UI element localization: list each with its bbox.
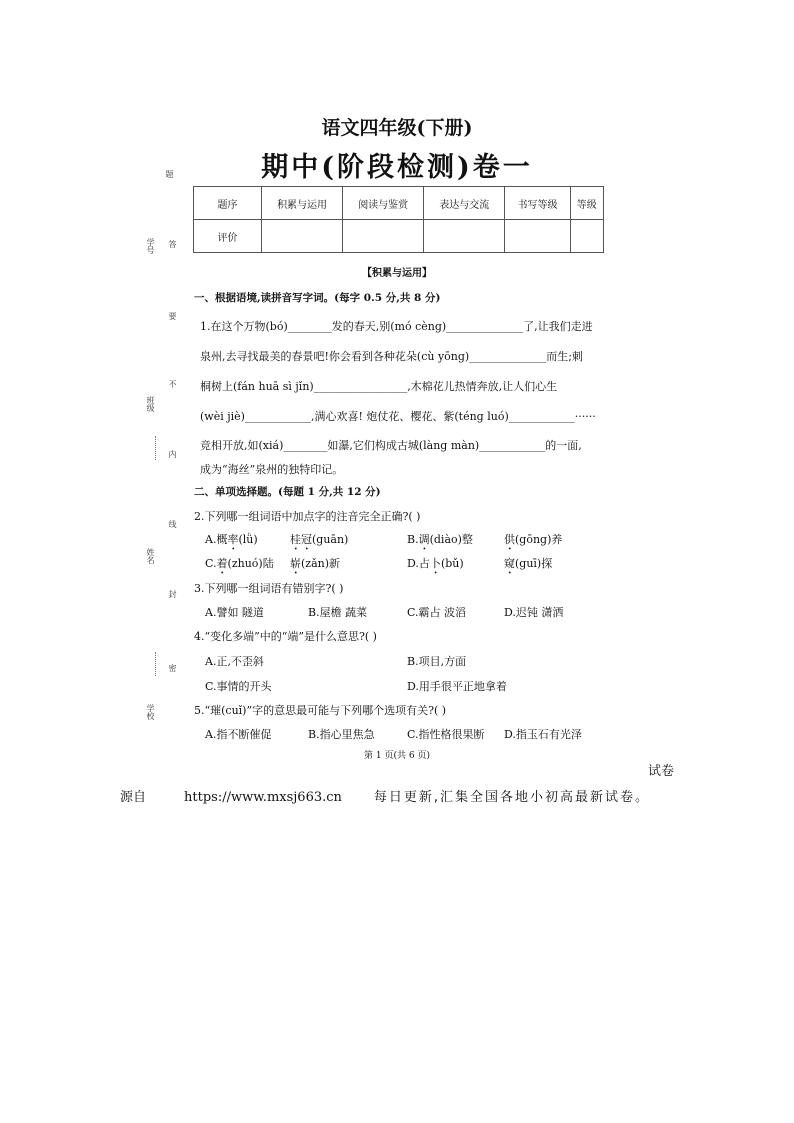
option-c: C.着(zhuó)陆 xyxy=(205,557,274,570)
option-a: A.譬如 隧道 xyxy=(205,606,264,619)
table-header-cell: 等级 xyxy=(570,187,603,220)
passage-line: 桐树上(fán huā sì jǐn)_________________,木棉花儿热情奔放,让人们心生 xyxy=(200,380,558,393)
source-url-link[interactable]: https://www.mxsj663.cn xyxy=(184,790,342,805)
margin-label-mi: 密 xyxy=(168,664,177,672)
passage-line: 泉州,去寻找最美的春景吧!你会看到各种花朵(cù yōng)______________而生;刺 xyxy=(200,350,583,363)
option-d: D.用手很平正地拿着 xyxy=(407,680,507,693)
margin-label-name: 姓名 xyxy=(146,548,155,564)
option-c: C.指性格很果断 xyxy=(407,728,485,741)
source-message: 每日更新,汇集全国各地小初高最新试卷。 xyxy=(373,790,651,805)
option-a: A.概率(lǜ) xyxy=(205,533,258,546)
source-label: 源自 xyxy=(120,790,147,805)
option-b: B.项目,方面 xyxy=(407,655,467,668)
part2-heading: 二、单项选择题。(每题 1 分,共 12 分) xyxy=(194,486,381,498)
exam-title-grade: 语文四年级(下册) xyxy=(321,117,473,139)
question-4: 4.“变化多端”中的“端”是什么意思?( ) xyxy=(194,630,377,643)
table-header-cell: 题序 xyxy=(194,187,262,220)
margin-label-nei: 内 xyxy=(168,450,177,458)
margin-label-yao: 要 xyxy=(168,312,177,320)
source-line xyxy=(120,786,650,805)
watermark-label: 试卷 xyxy=(647,764,674,779)
option-b: B.屋檐 蔬菜 xyxy=(308,606,368,619)
option-d: D.占卜(bǔ) xyxy=(407,557,464,570)
margin-label-bu: 不 xyxy=(168,380,177,388)
passage-line: 成为“海丝”泉州的独特印记。 xyxy=(200,463,344,476)
table-row-label: 评价 xyxy=(194,220,262,253)
option-c: C.霸占 波滔 xyxy=(407,606,467,619)
question-3: 3.下列哪一组词语有错别字?( ) xyxy=(194,582,344,595)
passage-line: 1.在这个万物(bó)________发的春天,别(mó cèng)______________了,让我们走进 xyxy=(200,320,593,333)
margin-label-class: 班级 xyxy=(146,396,155,412)
table-header-cell: 表达与交流 xyxy=(424,187,505,220)
table-cell xyxy=(262,220,343,253)
table-cell xyxy=(505,220,570,253)
table-cell xyxy=(343,220,424,253)
table-row xyxy=(194,187,604,220)
option-b: B.指心里焦急 xyxy=(308,728,375,741)
question-2: 2.下列哪一组词语中加点字的注音完全正确?( ) xyxy=(194,510,421,523)
margin-dotted-line xyxy=(155,436,157,460)
margin-label-xian: 线 xyxy=(168,520,177,528)
option-b: B.调(diào)整 xyxy=(407,533,473,546)
page-number: 第 1 页(共 6 页) xyxy=(364,751,430,761)
margin-label-student-id: 学号 xyxy=(146,238,155,254)
question-5: 5.“璀(cuǐ)”字的意思最可能与下列哪个选项有关?( ) xyxy=(194,704,447,717)
table-cell xyxy=(570,220,603,253)
table-row xyxy=(194,220,604,253)
margin-label-feng: 封 xyxy=(168,590,177,598)
exam-title-type: 期中(阶段检测)卷一 xyxy=(261,152,533,183)
option-c-word2: 崭(zǎn)新 xyxy=(290,557,341,570)
option-d: D.迟钝 潇洒 xyxy=(504,606,564,619)
option-d: D.指玉石有光泽 xyxy=(504,728,582,741)
passage-line: (wèi jiè)____________,满心欢喜! 炮仗花、樱花、紫(téng luó)____________······ xyxy=(200,410,596,423)
margin-label-ti: 题 xyxy=(165,170,174,178)
part1-heading: 一、根据语境,读拼音写字词。(每字 0.5 分,共 8 分) xyxy=(194,292,441,304)
option-d-word2: 窥(guī)探 xyxy=(504,557,553,570)
option-c: C.事情的开头 xyxy=(205,680,272,693)
passage-line: 竞相开放,如(xiá)________如瀑,它们构成古城(làng màn)____________的一面, xyxy=(200,439,582,452)
score-table xyxy=(193,186,604,253)
margin-label-da: 答 xyxy=(168,240,177,248)
option-a: A.指不断催促 xyxy=(205,728,272,741)
table-header-cell: 积累与运用 xyxy=(262,187,343,220)
option-a-word2: 桂冠(guān) xyxy=(290,533,349,546)
margin-dotted-line xyxy=(155,652,157,676)
option-a: A.正,不歪斜 xyxy=(205,655,264,668)
table-header-cell: 阅读与鉴赏 xyxy=(343,187,424,220)
table-header-cell: 书写等级 xyxy=(505,187,570,220)
option-b-word2: 供(gōng)养 xyxy=(504,533,563,546)
section-heading: 【积累与运用】 xyxy=(362,268,432,279)
table-cell xyxy=(424,220,505,253)
margin-label-school: 学校 xyxy=(146,704,155,720)
